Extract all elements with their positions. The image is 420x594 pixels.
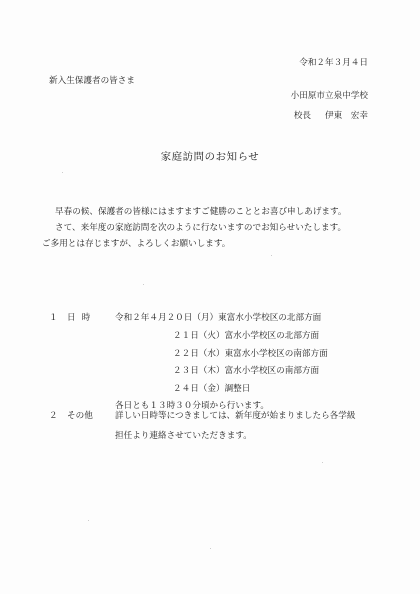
section-2-number: ２ (49, 411, 58, 421)
sender-name: 伊東 宏幸 (325, 111, 368, 121)
scan-speck (210, 548, 211, 549)
section-2-line: 詳しい日時等につきましては、新年度が始まりましたら各学級 (115, 411, 356, 421)
addressee: 新入生保護者の皆さま (49, 76, 135, 86)
body-line-request: ご多用とは存じますが、よろしくお願いします。 (42, 239, 231, 249)
scan-speck (271, 255, 272, 256)
schedule-row: ２３日（木）富水小学校区の南部方面 (173, 366, 320, 376)
body-line-announcement: さて、来年度の家庭訪問を次のように行ないますのでお知らせいたします。 (55, 223, 347, 233)
schedule-row: ２２日（水）東富水小学校区の南部方面 (173, 349, 328, 359)
sender-principal (294, 111, 368, 121)
scan-speck (62, 172, 63, 173)
document-title: 家庭訪問のお知らせ (160, 151, 260, 163)
sender-role: 校長 (293, 111, 312, 121)
section-2-label: その他 (67, 411, 93, 421)
schedule-row: ２４日（金）調整日 (173, 384, 251, 394)
schedule-time-note: 各日とも１３時３０分頃から行います。 (115, 401, 270, 411)
document-date: 令和２年３月４日 (299, 58, 368, 68)
scan-speck (322, 462, 323, 463)
schedule-row: 令和２年４月２０日（月）東富水小学校区の北部方面 (115, 313, 322, 323)
scan-speck (88, 520, 89, 521)
body-line-greeting: 早春の候、保護者の皆様にはますますご健勝のこととお喜び申しあげます。 (55, 207, 347, 217)
schedule-row: ２１日（火）富水小学校区の北部方面 (173, 331, 320, 341)
sender-school: 小田原市立泉中学校 (290, 91, 368, 101)
section-2-line: 担任より連絡させていただきます。 (115, 431, 252, 441)
section-1-label: 日時 (67, 313, 97, 323)
scan-speck (143, 284, 144, 285)
section-1-number: １ (49, 313, 58, 323)
